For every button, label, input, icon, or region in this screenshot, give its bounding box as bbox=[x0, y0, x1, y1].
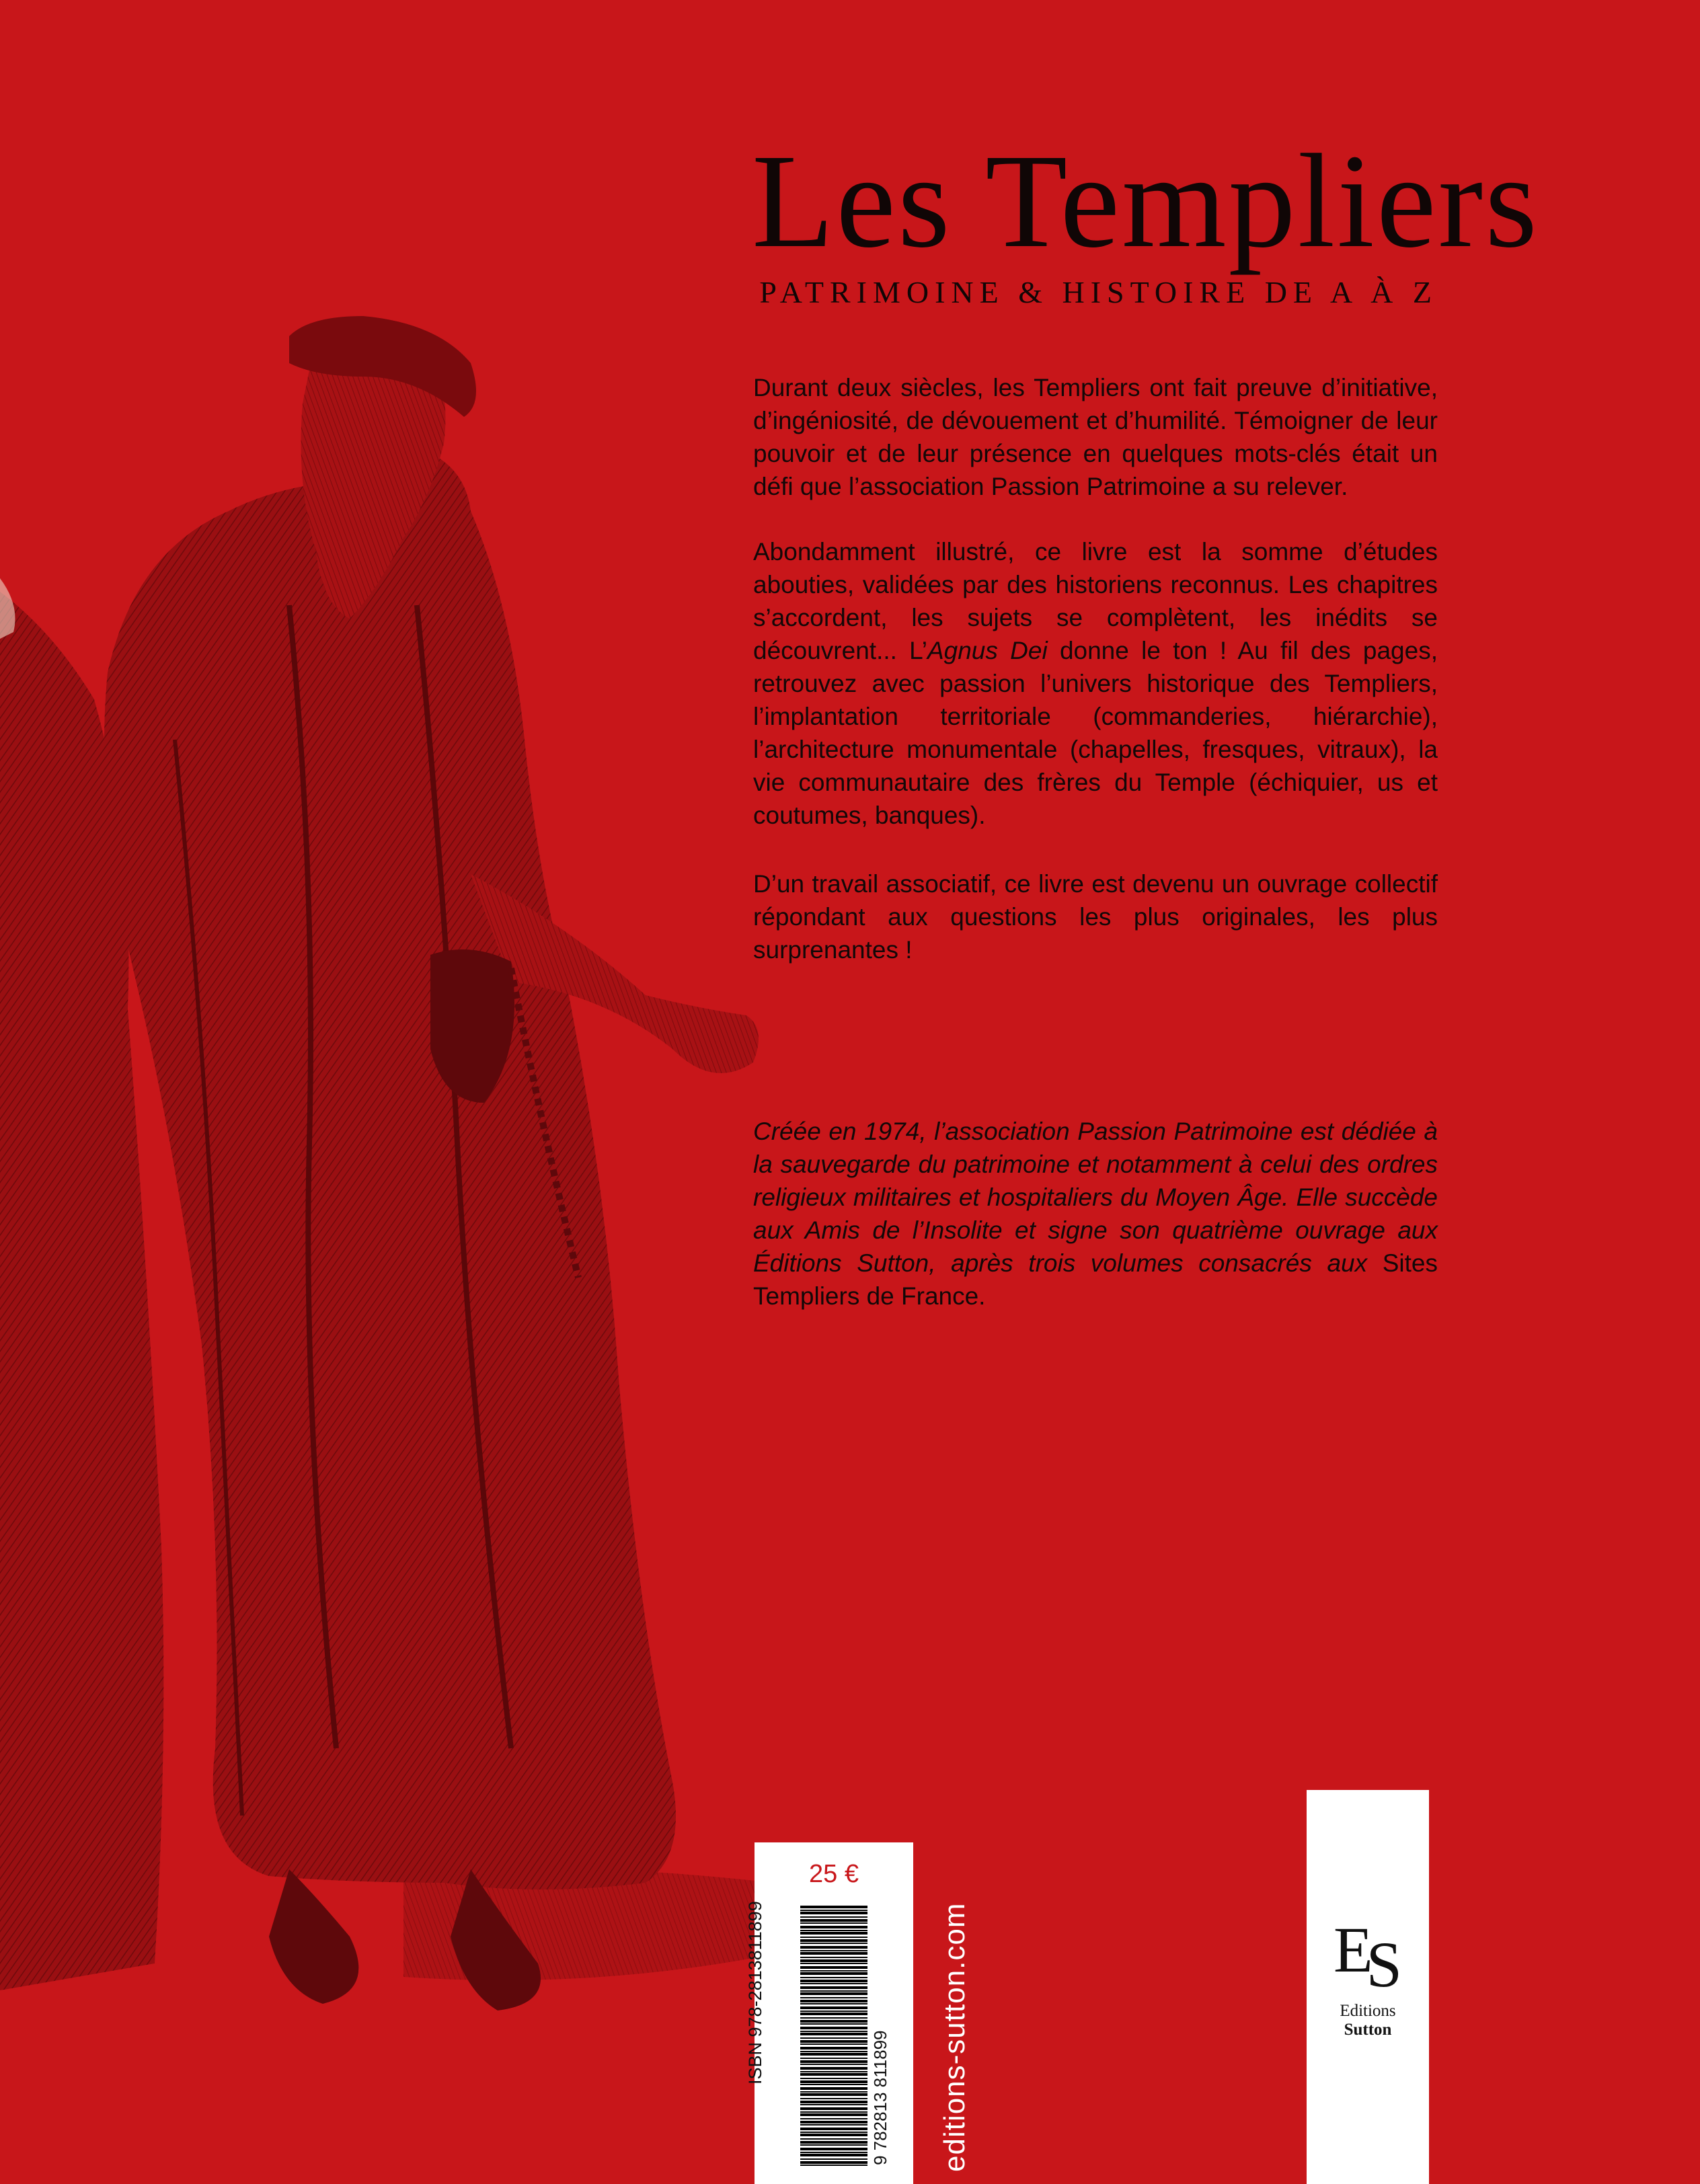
barcode-bar bbox=[800, 1966, 867, 1969]
barcode-bar bbox=[800, 1946, 867, 1949]
blurb-paragraph-3: D’un travail associatif, ce livre est devenu un ouvrage collectif répondant aux questions les plus originales, les plus surprenantes ! bbox=[753, 870, 1438, 964]
author-bio-italic: Créée en 1974, l’association Passion Patrimoine est dédiée à la sauvegarde du patrimoine et notamment à celui des ordres religieux militaires et hospitaliers du Moyen Âge. Elle succède aux Amis de l’Insolite et signe son quatrième ouvrage aux Éditions Sutton, après trois volumes consacrés aux bbox=[753, 1118, 1438, 1277]
barcode-bar bbox=[800, 2043, 867, 2045]
barcode-bar bbox=[800, 1932, 867, 1935]
barcode-bar bbox=[800, 1980, 867, 1982]
agnus-dei-title: Agnus Dei bbox=[927, 637, 1048, 664]
barcode-bar bbox=[800, 2013, 867, 2015]
barcode-bar bbox=[800, 2033, 867, 2035]
barcode-bar bbox=[800, 1910, 867, 1911]
barcode-bar bbox=[800, 2158, 867, 2160]
barcode-bar bbox=[800, 2121, 867, 2123]
barcode-bar bbox=[800, 2111, 867, 2113]
barcode-bar bbox=[800, 2020, 867, 2023]
publisher-logo-panel bbox=[1307, 1790, 1429, 2184]
barcode-bar bbox=[800, 1937, 867, 1938]
price-label: 25 € bbox=[809, 1860, 859, 1888]
monogram-s: S bbox=[1366, 1928, 1403, 2000]
barcode-bar bbox=[800, 2078, 867, 2079]
publisher-name-line-1: Editions bbox=[1340, 2002, 1396, 2020]
barcode-bar bbox=[800, 1922, 867, 1924]
barcode-bar bbox=[800, 2003, 867, 2004]
templar-robe bbox=[104, 444, 676, 1889]
barcode-bar bbox=[800, 1930, 867, 1931]
book-subtitle: PATRIMOINE & HISTOIRE DE A À Z bbox=[759, 275, 1438, 309]
book-title: Les Templiers bbox=[752, 127, 1540, 276]
barcode-bar bbox=[800, 1916, 867, 1918]
barcode-bar bbox=[800, 2071, 867, 2072]
barcode-bar bbox=[800, 1983, 867, 1984]
barcode-bar bbox=[800, 2051, 867, 2052]
barcode-bar bbox=[800, 2053, 867, 2056]
barcode-bar bbox=[800, 2128, 867, 2130]
barcode-bar bbox=[800, 2141, 867, 2144]
barcode-bar bbox=[800, 2060, 867, 2063]
barcode-bar bbox=[800, 2144, 867, 2146]
barcode-bar bbox=[800, 2154, 867, 2156]
barcode-bar bbox=[800, 1943, 867, 1944]
barcode-bar bbox=[800, 2040, 867, 2043]
blurb-paragraph-1: Durant deux siècles, les Templiers ont fait preuve d’initiative, d’ingéniosité, de dévouement et d’humilité. Témoigner de leur pouvoir et de leur présence en quelques mots-clés était un défi que l’association Passion Patrimoine a su relever. bbox=[753, 374, 1438, 500]
barcode-bar bbox=[800, 2118, 867, 2119]
barcode-bar bbox=[800, 1977, 867, 1978]
author-bio bbox=[753, 1115, 1438, 1313]
barcode-bar bbox=[800, 2006, 867, 2009]
barcode-bar bbox=[800, 2064, 867, 2065]
barcode-bar bbox=[800, 1997, 867, 1998]
barcode-bar bbox=[800, 2091, 867, 2093]
barcode-bar bbox=[800, 1990, 867, 1992]
barcode-bar bbox=[800, 2000, 867, 2002]
barcode-bar bbox=[800, 1957, 867, 1958]
barcode-panel bbox=[755, 1842, 913, 2184]
barcode-bar bbox=[800, 2080, 867, 2083]
barcode-bar bbox=[800, 2101, 867, 2103]
barcode-bar bbox=[800, 2067, 867, 2070]
templar-engraving-illustration bbox=[0, 0, 834, 2184]
blurb-paragraph-2-end: donne le ton ! Au fil des pages, retrouvez avec passion l’univers historique des Templiers, l’implantation territoriale (commanderies, hiérarchie), l’architecture monumentale (chapelles, fresques, vitraux), la vie communautaire des frères du Temple (échiquier, us et coutumes, banques). bbox=[753, 637, 1438, 829]
barcode-bar bbox=[800, 2148, 867, 2150]
barcode-bar bbox=[800, 2098, 867, 2099]
barcode-bar bbox=[800, 1986, 867, 1989]
barcode-bar bbox=[800, 1926, 867, 1928]
barcode-bar bbox=[800, 1952, 867, 1955]
publisher-website: editions-sutton.com bbox=[938, 1902, 971, 2172]
barcode-bar bbox=[800, 1906, 867, 1908]
barcode-bar bbox=[800, 2087, 867, 2090]
barcode-bar bbox=[800, 2058, 867, 2059]
barcode-bar bbox=[800, 1959, 867, 1962]
isbn-label: ISBN 978-2813811899 bbox=[745, 1901, 765, 2084]
author-bio-roman: Sites Templiers de France. bbox=[753, 1249, 1438, 1310]
barcode-bar bbox=[800, 2164, 867, 2166]
barcode-digits: 9 782813 811899 bbox=[870, 2030, 890, 2165]
barcode-bar bbox=[800, 2031, 867, 2032]
barcode bbox=[773, 1902, 894, 2171]
barcode-bar bbox=[800, 2132, 867, 2133]
barcode-bar bbox=[800, 1992, 867, 1995]
blurb-paragraph-2 bbox=[753, 535, 1438, 832]
barcode-bar bbox=[800, 1963, 867, 1964]
barcode-bar bbox=[800, 2073, 867, 2076]
barcode-bar bbox=[800, 2152, 867, 2153]
barcode-bar bbox=[800, 2047, 867, 2050]
barcode-bar bbox=[800, 1919, 867, 1922]
templar-foot bbox=[269, 1869, 358, 2004]
barcode-bar bbox=[800, 1912, 867, 1914]
barcode-bar bbox=[800, 2011, 867, 2012]
publisher-name bbox=[1307, 2002, 1429, 2039]
barcode-bar bbox=[800, 2104, 867, 2105]
barcode-bar bbox=[800, 2084, 867, 2085]
barcode-bar bbox=[800, 2023, 867, 2025]
barcode-bar bbox=[800, 2037, 867, 2039]
barcode-bar bbox=[800, 2027, 867, 2029]
barcode-bar bbox=[800, 2124, 867, 2126]
barcode-bar bbox=[800, 2161, 867, 2164]
barcode-bar bbox=[800, 1950, 867, 1951]
barcode-bar bbox=[800, 2138, 867, 2140]
left-figure-shoulder bbox=[0, 578, 15, 639]
publisher-name-line-2: Sutton bbox=[1344, 2021, 1392, 2039]
barcode-bar bbox=[800, 2093, 867, 2096]
barcode-bar bbox=[800, 1972, 867, 1975]
barcode-bar bbox=[800, 2113, 867, 2116]
barcode-bar bbox=[800, 2107, 867, 2110]
monogram-e: E bbox=[1333, 1914, 1373, 1986]
barcode-bar bbox=[800, 1970, 867, 1972]
blurb-paragraph-2-start: Abondamment illustré, ce livre est la somme d’études abouties, validées par des historiens reconnus. Les chapitres s’accordent, les sujets se complètent, les inédits se découvrent... L’ bbox=[753, 538, 1438, 664]
barcode-bar bbox=[800, 2017, 867, 2019]
publisher-monogram bbox=[1307, 1914, 1429, 2000]
barcode-bar bbox=[800, 1939, 867, 1942]
barcode-bar bbox=[800, 2134, 867, 2136]
